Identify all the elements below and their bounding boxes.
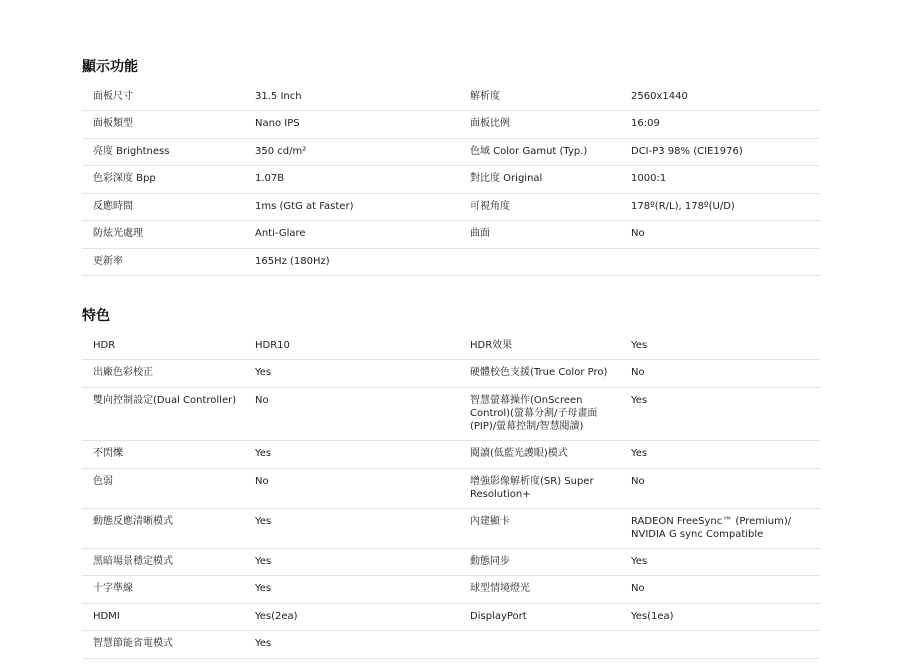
spec-label: 對比度 Original [470, 173, 543, 184]
spec-value: No [255, 395, 269, 406]
spec-label: 黑暗場景穩定模式 [93, 556, 173, 567]
spec-row [82, 194, 820, 221]
spec-value: Yes [255, 448, 272, 459]
spec-label: HDMI [93, 611, 120, 622]
spec-row [82, 166, 820, 194]
spec-value: Yes [631, 395, 648, 406]
spec-label: 動態同步 [470, 556, 510, 567]
spec-label: 閱讀(低藍光護眼)模式 [470, 448, 568, 459]
spec-label: 智慧節能省電模式 [93, 638, 173, 649]
spec-label: 色彩深度 Bpp [93, 173, 156, 184]
spec-value: RADEON FreeSync™ (Premium)/ NVIDIA G sync Compatible [631, 516, 792, 540]
spec-value: 1.07B [255, 173, 285, 184]
spec-table [82, 84, 820, 276]
spec-label: 解析度 [470, 91, 500, 102]
spec-label: 面板尺寸 [93, 91, 133, 102]
spec-row [82, 469, 820, 509]
spec-row [82, 509, 820, 549]
spec-label [459, 631, 622, 658]
spec-label: 智慧螢幕操作(OnScreen Control)(螢幕分割/子母畫面(PIP)/螢幕控制/智慧閱讀) [470, 395, 598, 432]
spec-value: 1ms (GtG at Faster) [255, 201, 354, 212]
spec-label: 增強影像解析度(SR) Super Resolution+ [470, 476, 594, 500]
spec-row [82, 631, 820, 659]
spec-label: HDR [93, 340, 116, 351]
spec-value: 178º(R/L), 178º(U/D) [631, 201, 735, 212]
spec-value [622, 631, 820, 658]
spec-value: 16:09 [631, 118, 660, 129]
spec-row [82, 221, 820, 249]
spec-label: 動態反應清晰模式 [93, 516, 173, 527]
spec-label: 面板比例 [470, 118, 510, 129]
spec-label: 雙向控制設定(Dual Controller) [93, 395, 237, 406]
spec-label: HDR效果 [470, 340, 513, 351]
spec-label: 色域 Color Gamut (Typ.) [470, 146, 588, 157]
spec-row [82, 549, 820, 576]
spec-value: 31.5 Inch [255, 91, 302, 102]
spec-value [622, 249, 820, 275]
spec-row [82, 576, 820, 604]
spec-value: Nano IPS [255, 118, 300, 129]
features-section [82, 305, 820, 659]
spec-label [459, 249, 622, 275]
spec-row [82, 333, 820, 360]
spec-row [82, 360, 820, 388]
spec-value: 165Hz (180Hz) [255, 256, 330, 267]
spec-label: 不閃爍 [93, 448, 123, 459]
spec-value: No [255, 476, 269, 487]
spec-label: 曲面 [470, 228, 490, 239]
spec-value: Anti-Glare [255, 228, 306, 239]
spec-label: 亮度 Brightness [93, 146, 170, 157]
spec-label: 反應時間 [93, 201, 133, 212]
spec-value: Yes(1ea) [631, 611, 674, 622]
spec-value: 350 cd/m² [255, 146, 307, 157]
spec-row [82, 604, 820, 631]
spec-value: Yes [631, 340, 648, 351]
spec-label: 球型情境燈光 [470, 583, 530, 594]
section-title: 特色 [82, 308, 110, 324]
spec-label: 面板類型 [93, 118, 133, 129]
spec-value: 1000:1 [631, 173, 667, 184]
spec-label: DisplayPort [470, 611, 527, 622]
spec-row [82, 441, 820, 469]
spec-row [82, 139, 820, 166]
spec-value: 2560x1440 [631, 91, 688, 102]
spec-label: 色弱 [93, 476, 113, 487]
spec-value: Yes(2ea) [255, 611, 298, 622]
spec-value: HDR10 [255, 340, 290, 351]
spec-row [82, 388, 820, 441]
display-features-section [82, 56, 820, 276]
spec-label: 可視角度 [470, 201, 510, 212]
spec-value: Yes [255, 583, 272, 594]
spec-row [82, 111, 820, 139]
spec-row [82, 84, 820, 111]
spec-label: 內建顯卡 [470, 516, 510, 527]
spec-value: Yes [631, 556, 648, 567]
spec-value: Yes [255, 556, 272, 567]
spec-label: 出廠色彩校正 [93, 367, 153, 378]
spec-value: No [631, 228, 645, 239]
spec-label: 十字準線 [93, 583, 133, 594]
spec-value: DCI-P3 98% (CIE1976) [631, 146, 743, 157]
spec-label: 硬體校色支援(True Color Pro) [470, 367, 608, 378]
spec-value: Yes [631, 448, 648, 459]
spec-value: No [631, 476, 645, 487]
spec-label: 更新率 [93, 256, 123, 267]
spec-label: 防炫光處理 [93, 228, 143, 239]
section-title: 顯示功能 [82, 59, 138, 75]
spec-value: Yes [255, 367, 272, 378]
spec-value: No [631, 583, 645, 594]
spec-row [82, 249, 820, 276]
spec-value: Yes [255, 638, 272, 649]
spec-table [82, 333, 820, 659]
spec-value: No [631, 367, 645, 378]
spec-value: Yes [255, 516, 272, 527]
